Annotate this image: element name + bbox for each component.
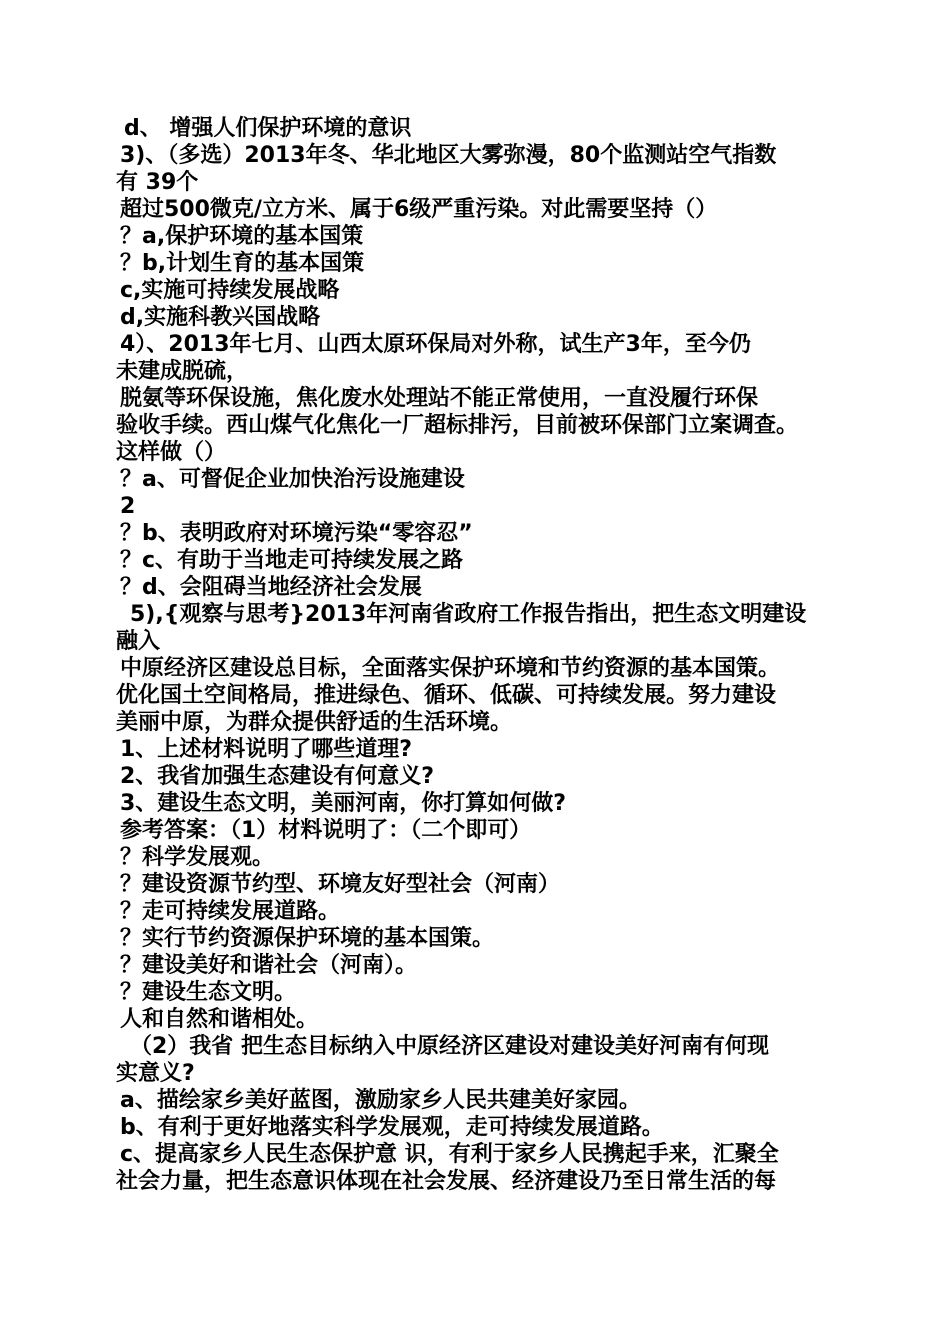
answer-line: b、有利于更好地落实科学发展观，走可持续发展道路。 xyxy=(120,1115,664,1140)
option-line: ？d、会阻碍当地经济社会发展 xyxy=(120,575,422,600)
answer-line: a、描绘家乡美好蓝图，激励家乡人民共建美好家园。 xyxy=(120,1088,641,1113)
option-line: d,实施科教兴国战略 xyxy=(120,305,321,330)
answer-line: c、提高家乡人民生态保护意 识，有利于家乡人民携起手来，汇聚全 xyxy=(120,1142,779,1167)
question-3-line: 有 39个 xyxy=(116,170,199,195)
question-4-line: 4）、2013年七月、山西太原环保局对外称，试生产3年，至今仍 xyxy=(120,332,751,357)
option-line: ？a、可督促企业加快治污设施建设 xyxy=(120,467,465,492)
answer-line: ？建设资源节约型、环境友好型社会（河南） xyxy=(120,872,561,897)
answer-2-line: 实意义? xyxy=(116,1061,195,1086)
question-4-line: 脱氨等环保设施，焦化废水处理站不能正常使用，一直没履行环保 xyxy=(120,386,759,411)
option-line: ？b、表明政府对环境污染“零容忍” xyxy=(120,521,473,546)
option-line: ？a,保护环境的基本国策 xyxy=(120,224,364,249)
answer-line: ？走可持续发展道路。 xyxy=(120,899,341,924)
answer-line: ？实行节约资源保护环境的基本国策。 xyxy=(120,926,495,951)
question-5-line: 优化国土空间格局，推进绿色、循环、低碳、可持续发展。努力建设 xyxy=(116,683,777,708)
sub-question-line: 2、我省加强生态建设有何意义? xyxy=(120,764,435,789)
answer-line: ？科学发展观。 xyxy=(120,845,275,870)
question-3-line: 3)、（多选）2013年冬、华北地区大雾弥漫，80个监测站空气指数 xyxy=(120,143,777,168)
answer-line: 人和自然和谐相处。 xyxy=(120,1007,319,1032)
option-line: ？b,计划生育的基本国策 xyxy=(120,251,365,276)
answer-2-line: （2）我省 把生态目标纳入中原经济区建设对建设美好河南有何现 xyxy=(130,1034,769,1059)
question-4-line: 未建成脱硫， xyxy=(116,359,249,384)
option-line: ？c、有助于当地走可持续发展之路 xyxy=(120,548,464,573)
question-3-line: 超过500微克/立方米、属于6级严重污染。对此需要坚持（） xyxy=(120,197,718,222)
question-5-line: 美丽中原，为群众提供舒适的生活环境。 xyxy=(116,710,513,735)
option-d-line: d、 增强人们保护环境的意识 xyxy=(124,116,412,141)
question-5-line: 中原经济区建设总目标，全面落实保护环境和节约资源的基本国策。 xyxy=(120,656,781,681)
answer-line: 社会力量，把生态意识体现在社会发展、经济建设乃至日常生活的每 xyxy=(116,1169,777,1194)
sub-question-line: 3、建设生态文明，美丽河南，你打算如何做? xyxy=(120,791,567,816)
document-body xyxy=(116,115,846,1195)
answer-line: ？建设美好和谐社会（河南）。 xyxy=(120,953,418,978)
option-line: c,实施可持续发展战略 xyxy=(120,278,340,303)
question-4-line: 这样做（） xyxy=(116,440,227,465)
question-5-line: 融入 xyxy=(116,629,161,654)
question-4-line: 验收手续。西山煤气化焦化一厂超标排污，目前被环保部门立案调查。 xyxy=(116,413,799,438)
page-number: 2 xyxy=(120,494,136,519)
question-5-line: 5),{观察与思考}2013年河南省政府工作报告指出，把生态文明建设 xyxy=(130,602,807,627)
answer-heading: 参考答案：（1）材料说明了：（二个即可） xyxy=(120,818,532,843)
sub-question-line: 1、上述材料说明了哪些道理? xyxy=(120,737,413,762)
answer-line: ？建设生态文明。 xyxy=(120,980,297,1005)
